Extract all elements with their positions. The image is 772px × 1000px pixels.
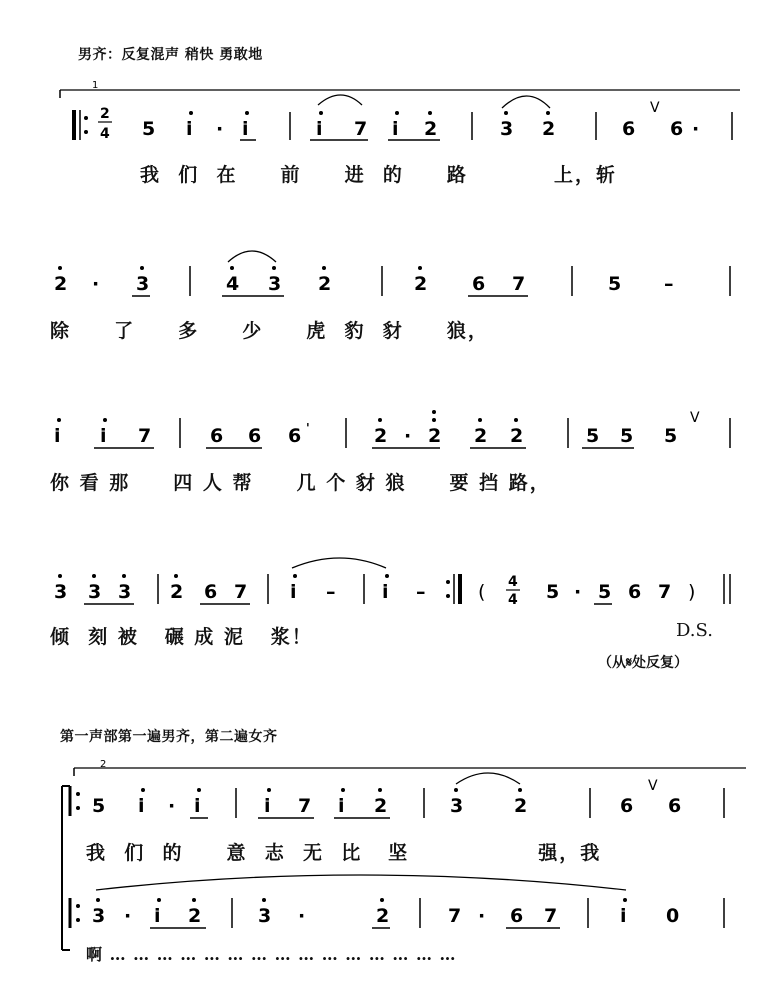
svg-text:0: 0: [666, 905, 680, 927]
svg-text:·: ·: [92, 273, 100, 295]
svg-text:2: 2: [100, 759, 107, 770]
time-sig-den: 4: [100, 126, 110, 142]
row1-lyrics: 我 们 在 前 进 的 路 上，斩: [140, 164, 618, 186]
svg-text:i: i: [154, 905, 161, 927]
svg-text:i: i: [186, 118, 193, 140]
svg-text:): ): [688, 581, 696, 603]
section1-instruction: 男齐：反复混声 稍快 勇敢地: [78, 47, 263, 63]
svg-text:2: 2: [542, 118, 556, 140]
svg-text:i: i: [620, 905, 627, 927]
svg-text:7: 7: [512, 273, 526, 295]
svg-text:7: 7: [544, 905, 558, 927]
svg-text:2: 2: [424, 118, 438, 140]
svg-text:3: 3: [258, 905, 272, 927]
svg-text:i: i: [382, 581, 389, 603]
svg-text:–: –: [416, 581, 426, 603]
svg-text:2: 2: [514, 795, 528, 817]
svg-text:–: –: [326, 581, 336, 603]
row3-notation: [54, 410, 730, 448]
svg-text:5: 5: [608, 273, 622, 295]
svg-text:6: 6: [620, 795, 634, 817]
svg-text:7: 7: [658, 581, 672, 603]
svg-text:i: i: [264, 795, 271, 817]
svg-text:6: 6: [248, 425, 262, 447]
svg-text:3: 3: [118, 581, 132, 603]
svg-text:6: 6: [670, 118, 684, 140]
section2-instruction: 第一声部第一遍男齐，第二遍女齐: [60, 729, 278, 745]
svg-text:i: i: [338, 795, 345, 817]
lower-lyrics: 啊 … … … … … … … … … … … … … … …: [86, 945, 457, 964]
svg-text:6: 6: [622, 118, 636, 140]
svg-text:6: 6: [472, 273, 486, 295]
svg-text:2: 2: [54, 273, 68, 295]
svg-text:2: 2: [188, 905, 202, 927]
svg-text:V: V: [650, 100, 660, 116]
time-sig-num: 2: [100, 106, 110, 122]
svg-text:i: i: [100, 425, 107, 447]
svg-text:·: ·: [168, 795, 176, 817]
svg-text:7: 7: [234, 581, 248, 603]
svg-text:3: 3: [136, 273, 150, 295]
svg-text:i: i: [194, 795, 201, 817]
time-sig2-num: 4: [508, 574, 518, 590]
volta-bracket-1: [60, 80, 740, 98]
svg-text:2: 2: [510, 425, 524, 447]
svg-text:V: V: [690, 410, 700, 426]
svg-text:6: 6: [510, 905, 524, 927]
svg-text:3: 3: [88, 581, 102, 603]
svg-text:3: 3: [500, 118, 514, 140]
svg-text:V: V: [648, 778, 658, 794]
svg-text:·: ·: [404, 425, 412, 447]
svg-text:2: 2: [414, 273, 428, 295]
svg-text:·: ·: [298, 905, 306, 927]
svg-text:i: i: [138, 795, 145, 817]
svg-text:3: 3: [268, 273, 282, 295]
svg-text:6: 6: [288, 425, 302, 447]
svg-text:5: 5: [664, 425, 678, 447]
svg-text:(: (: [478, 581, 486, 603]
svg-text:2: 2: [474, 425, 488, 447]
svg-text:6: 6: [210, 425, 224, 447]
svg-text:2: 2: [374, 795, 388, 817]
svg-text:6: 6: [204, 581, 218, 603]
svg-text:2: 2: [428, 425, 442, 447]
ds-note: （从𝄋处反复）: [598, 655, 689, 671]
svg-text:7: 7: [354, 118, 368, 140]
svg-text:3: 3: [92, 905, 106, 927]
svg-text:7: 7: [138, 425, 152, 447]
svg-text:·: ·: [216, 118, 224, 140]
svg-text:5: 5: [586, 425, 600, 447]
svg-text:4: 4: [508, 592, 518, 608]
row2-notation: [54, 251, 730, 296]
row4-notation: [54, 558, 730, 608]
volta-number-1: 1: [92, 80, 99, 91]
svg-text:2: 2: [376, 905, 390, 927]
svg-text:4: 4: [226, 273, 240, 295]
svg-text:5: 5: [546, 581, 560, 603]
lower-voice-notation: [70, 875, 724, 928]
svg-text:6: 6: [668, 795, 682, 817]
row1-notation: [74, 95, 732, 142]
svg-text:2: 2: [170, 581, 184, 603]
upper-lyrics: 我 们 的 意 志 无 比 坚 强，我: [86, 842, 602, 864]
svg-text:·: ·: [692, 118, 700, 140]
svg-text:7: 7: [298, 795, 312, 817]
upper-voice-notation: [70, 773, 724, 818]
svg-text:5: 5: [598, 581, 612, 603]
row4-lyrics: 倾 刻 被 碾 成 泥 浆！: [50, 626, 313, 648]
row2-lyrics: 除 了 多 少 虎 豹 豺 狼，: [50, 320, 489, 342]
svg-text:–: –: [664, 273, 674, 295]
svg-text:i: i: [290, 581, 297, 603]
svg-text:·: ·: [478, 905, 486, 927]
ds-marking: D.S.: [676, 620, 713, 641]
svg-text:·: ·: [574, 581, 582, 603]
svg-text:5: 5: [620, 425, 634, 447]
svg-text:i: i: [392, 118, 399, 140]
svg-text:i: i: [316, 118, 323, 140]
row3-lyrics: 你 看 那 四 人 帮 几 个 豺 狼 要 挡 路，: [50, 472, 551, 494]
svg-text:3: 3: [54, 581, 68, 603]
svg-text:5: 5: [92, 795, 106, 817]
svg-text:3: 3: [450, 795, 464, 817]
svg-text:5: 5: [142, 118, 156, 140]
svg-text:·: ·: [124, 905, 132, 927]
svg-text:2: 2: [318, 273, 332, 295]
svg-text:i: i: [54, 425, 61, 447]
svg-text:6: 6: [628, 581, 642, 603]
volta-bracket-2: [74, 759, 746, 776]
svg-text:7: 7: [448, 905, 462, 927]
svg-text:i: i: [242, 118, 249, 140]
svg-text:2: 2: [374, 425, 388, 447]
svg-text:': ': [306, 421, 310, 435]
